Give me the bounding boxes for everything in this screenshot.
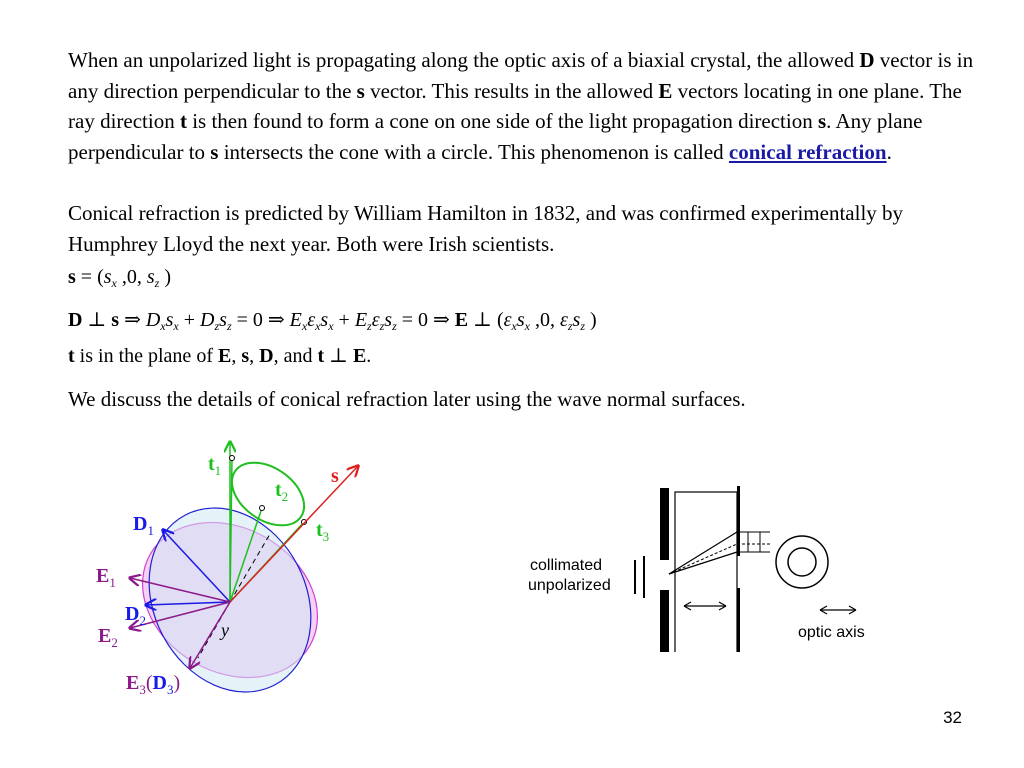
conical-refraction-link[interactable]: conical refraction bbox=[728, 139, 887, 164]
equation-t-in-plane: t is in the plane of E, s, D, and t ⊥ E. bbox=[68, 345, 372, 367]
ring-pattern-outer bbox=[776, 536, 828, 588]
paragraph-history: Conical refraction is predicted by William Hamilton in 1832, and was confirmed experimentally by Humphrey Lloyd the next year. Both were Irish scientists. bbox=[68, 201, 904, 256]
collimated-label: collimated bbox=[530, 557, 603, 574]
t1-label: $t_1$ bbox=[208, 453, 222, 478]
y-label: y bbox=[221, 620, 229, 640]
e1-label: $E_1$ bbox=[96, 565, 116, 590]
t2-point bbox=[260, 506, 265, 511]
biaxial-crystal bbox=[675, 492, 737, 652]
ring-pattern-inner bbox=[788, 548, 816, 576]
optic-axis-label: optic axis bbox=[798, 624, 865, 641]
paragraph-intro: When an unpolarized light is propagating along the optic axis of a biaxial crystal, the allowed D vector is in any direction perpendicular to the s vector. This results in the allowed E vectors locating in one plane. The ray direction t is then found to form a cone on one side of the light propagation direction s. Any plane perpendicular to s intersects the cone with a circle. This phenomenon is called conical refraction. bbox=[68, 48, 974, 164]
s-label: s bbox=[331, 465, 339, 487]
exit-screen-top bbox=[737, 486, 740, 556]
t1-point bbox=[230, 456, 235, 461]
conical-refraction-diagram bbox=[80, 430, 380, 710]
d1-label: $D_1$ bbox=[133, 513, 154, 538]
page-number: 32 bbox=[943, 708, 962, 727]
equation-s-vector: $s = (s_x$ ,0, $s_z$ ) bbox=[68, 266, 172, 290]
conical-refraction-experiment-diagram bbox=[520, 482, 910, 652]
d2-label: $D_2$ bbox=[125, 603, 146, 628]
t3-label: $t_3$ bbox=[316, 519, 330, 544]
unpolarized-label: unpolarized bbox=[528, 577, 611, 594]
paragraph-wave-normal: We discuss the details of conical refraction later using the wave normal surfaces. bbox=[68, 387, 746, 411]
equation-d-perp-s: D ⊥ s ⇒ $D_xs_x + D_zs_z = 0$ ⇒ $E_x\varepsilon_xs_x + E_z\varepsilon_zs_z = 0$ ⇒ E ⊥ ($\varepsilon_xs_x$ ,0, $\varepsilon_zs_z$ ) bbox=[68, 309, 597, 333]
exit-screen-bottom bbox=[737, 588, 740, 652]
t2-label: $t_2$ bbox=[275, 479, 289, 504]
pinhole-screen-top bbox=[660, 488, 669, 560]
pinhole-screen-bottom bbox=[660, 590, 669, 652]
e3-d3-label: $E_3(D_3)$ bbox=[126, 672, 181, 697]
e2-label: $E_2$ bbox=[98, 625, 118, 650]
